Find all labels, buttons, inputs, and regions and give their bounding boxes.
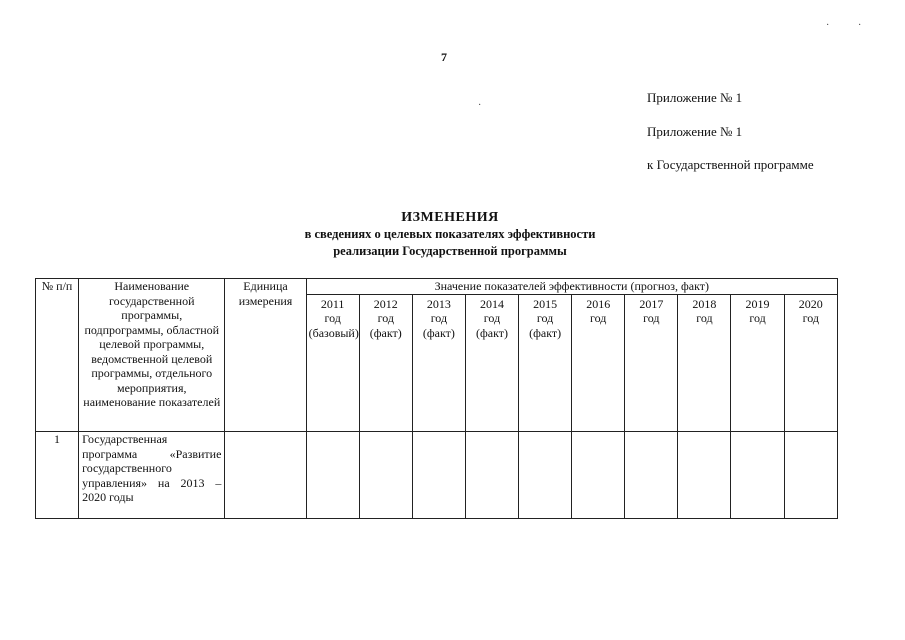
year-label: 2018 <box>692 296 717 311</box>
year-note: год (факт) <box>369 311 402 340</box>
value-cell <box>412 432 465 519</box>
value-cell <box>731 432 784 519</box>
document-title: ИЗМЕНЕНИЯ <box>401 210 499 225</box>
year-header-cell <box>784 294 837 432</box>
year-note: год (факт) <box>422 311 455 340</box>
year-note: год <box>749 311 766 325</box>
table-row <box>36 432 838 519</box>
year-note: год (факт) <box>475 311 508 340</box>
year-note: год <box>643 311 660 325</box>
appendix-line-1: Приложение № 1 <box>647 90 743 105</box>
row-name: Государственная программа «Развитие государственного управления» на 2013 – 2020 годы <box>79 432 225 519</box>
value-cell <box>625 432 678 519</box>
year-header-cell <box>625 294 678 432</box>
year-note: год <box>802 311 819 325</box>
year-label: 2019 <box>745 296 770 311</box>
year-header-cell <box>678 294 731 432</box>
value-cell <box>306 432 359 519</box>
header-number: № п/п <box>36 279 79 432</box>
document-subtitle-1: в сведениях о целевых показателях эффективности <box>304 227 596 241</box>
year-header-cell <box>731 294 784 432</box>
year-note: год (факт) <box>529 311 562 340</box>
year-label: 2016 <box>586 296 611 311</box>
value-cell <box>359 432 412 519</box>
year-header-cell <box>465 294 518 432</box>
value-cell <box>678 432 731 519</box>
year-label: 2011 <box>320 296 345 311</box>
value-cell <box>572 432 625 519</box>
year-label: 2020 <box>798 296 823 311</box>
year-label: 2014 <box>479 296 504 311</box>
row-unit <box>225 432 306 519</box>
scan-speck: · <box>826 20 830 31</box>
appendix-line-2: Приложение № 1 <box>647 124 743 139</box>
appendix-line-3: к Государственной программе <box>647 157 814 172</box>
row-number: 1 <box>36 432 79 519</box>
year-header-cell <box>306 294 359 432</box>
header-values: Значение показателей эффективности (прогноз, факт) <box>306 279 837 295</box>
year-header-cell <box>359 294 412 432</box>
value-cell <box>784 432 837 519</box>
year-label: 2012 <box>373 296 398 311</box>
value-cell <box>519 432 572 519</box>
year-header-cell <box>572 294 625 432</box>
year-note: год <box>696 311 713 325</box>
page-number: 7 <box>441 50 447 64</box>
year-label: 2013 <box>426 296 451 311</box>
year-note: год (базовый) <box>308 311 359 340</box>
year-label: 2015 <box>533 296 558 311</box>
year-header-cell <box>519 294 572 432</box>
indicators-table <box>35 278 838 519</box>
year-note: год <box>590 311 607 325</box>
value-cell <box>465 432 518 519</box>
document-subtitle-2: реализации Государственной программы <box>333 244 567 258</box>
scan-speck: · <box>478 100 482 111</box>
scan-speck: · <box>858 20 862 31</box>
header-name: Наименование государственной программы, подпрограммы, областной целевой программы, ведомственной целевой программы, отдельного мероприятия, наименование показателей <box>79 279 225 432</box>
year-header-cell <box>412 294 465 432</box>
header-unit: Единица измерения <box>225 279 306 432</box>
year-label: 2017 <box>639 296 664 311</box>
